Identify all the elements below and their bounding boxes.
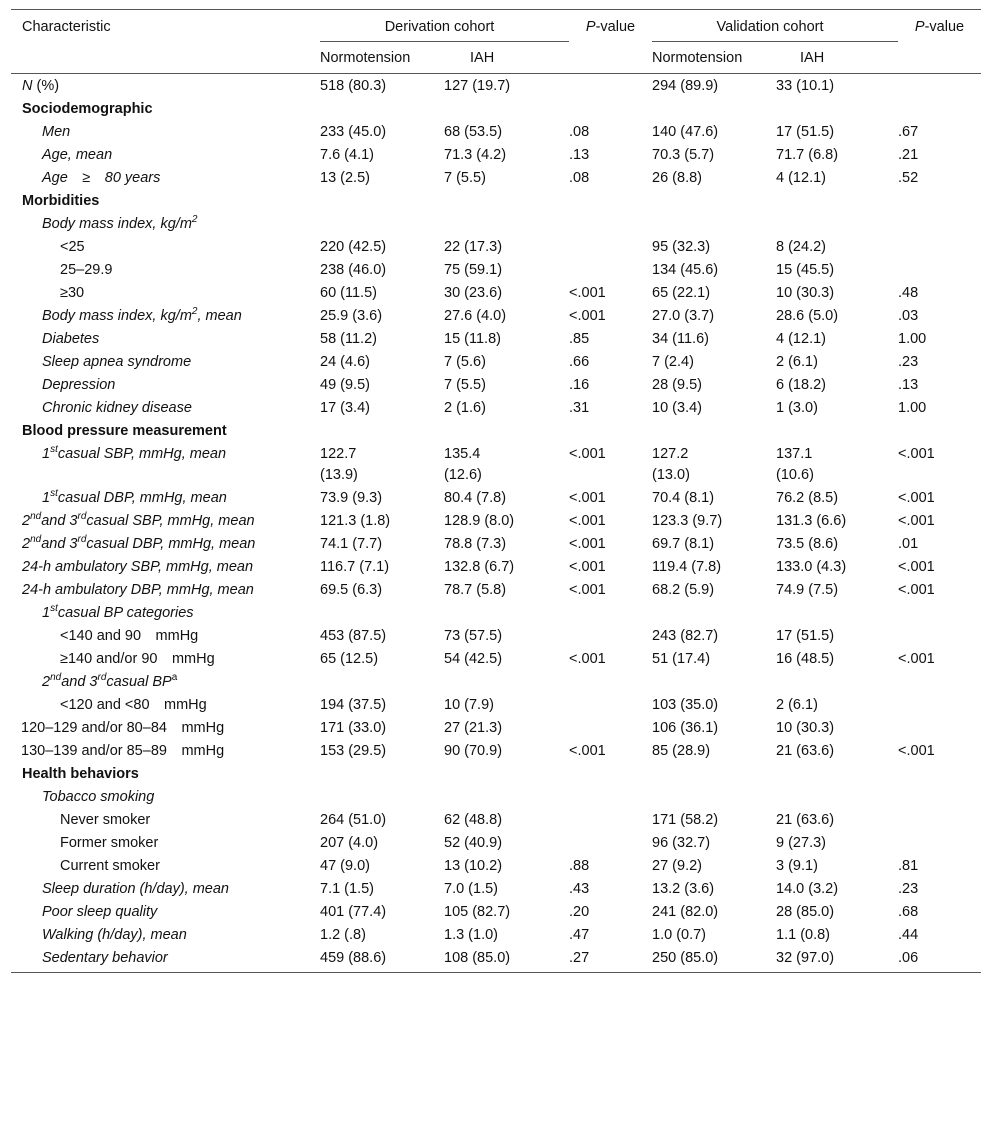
validation-iah-cell: 21 (63.6) — [776, 743, 835, 759]
validation-iah-cell: 1.1 (0.8) — [776, 927, 831, 943]
derivation-iah-cell: 62 (48.8) — [444, 812, 503, 828]
validation-normotension-cell: 1.0 (0.7) — [652, 927, 707, 943]
row-label: Poor sleep quality — [42, 904, 158, 920]
validation-normotension-header: Normotension — [652, 50, 743, 66]
derivation-iah-cell: 27.6 (4.0) — [444, 308, 507, 324]
derivation-normotension-cell: 264 (51.0) — [320, 812, 387, 828]
derivation-iah-cell: 52 (40.9) — [444, 835, 503, 851]
validation-normotension-cell: 127.2 (13.0) — [652, 446, 690, 483]
validation-iah-cell: 16 (48.5) — [776, 651, 835, 667]
table-row-dbp23 — [11, 533, 981, 556]
section-blood-pressure — [11, 420, 981, 443]
table-row-sleep-quality — [11, 901, 981, 924]
row-label: Body mass index, $kg/m^2$ — [42, 214, 198, 232]
derivation-normotension-cell: 153 (29.5) — [320, 743, 387, 759]
derivation-pvalue-cell: .20 — [569, 904, 590, 920]
row-label: 1stcasual DBP, mmHg, mean — [42, 488, 227, 506]
validation-iah-cell: 4 (12.1) — [776, 170, 826, 186]
row-label: 2ndand 3rdcasual $BP^a$ — [42, 672, 178, 690]
validation-normotension-cell: 241 (82.0) — [652, 904, 719, 920]
validation-normotension-cell: 26 (8.8) — [652, 170, 702, 186]
validation-pvalue-cell: .52 — [898, 170, 919, 186]
validation-pvalue-cell — [898, 809, 981, 832]
derivation-pvalue-cell: .66 — [569, 354, 590, 370]
derivation-normotension-cell: 401 (77.4) — [320, 904, 387, 920]
row-label: Former smoker — [60, 835, 159, 851]
validation-pvalue-cell: <.001 — [898, 513, 935, 529]
derivation-normotension-cell: 74.1 (7.7) — [320, 536, 383, 552]
validation-normotension-cell: 243 (82.7) — [652, 628, 719, 644]
row-label: N (%) — [22, 78, 60, 94]
derivation-normotension-cell: 69.5 (6.3) — [320, 582, 383, 598]
validation-iah-cell: 137.1 (10.6) — [776, 446, 814, 483]
derivation-iah-cell: 30 (23.6) — [444, 285, 503, 301]
derivation-normotension-cell: 518 (80.3) — [320, 78, 387, 94]
validation-iah-cell: 6 (18.2) — [776, 377, 826, 393]
header-row-1 — [11, 10, 981, 42]
derivation-pvalue-cell: <.001 — [569, 559, 606, 575]
derivation-pvalue-cell: .13 — [569, 147, 590, 163]
validation-iah-cell: 28.6 (5.0) — [776, 308, 839, 324]
derivation-iah-cell: 135.4 (12.6) — [444, 446, 482, 483]
derivation-iah-cell: 73 (57.5) — [444, 628, 503, 644]
table-row-dbp1 — [11, 487, 981, 510]
table-row-bp23-lt120 — [11, 694, 981, 717]
derivation-pvalue-cell — [569, 259, 652, 282]
derivation-pvalue-cell: .88 — [569, 858, 590, 874]
row-label: Diabetes — [42, 331, 100, 347]
derivation-normotension-cell: 47 (9.0) — [320, 858, 370, 874]
row-label: Chronic kidney disease — [42, 400, 192, 416]
table-row-bmi-mean — [11, 305, 981, 328]
derivation-normotension-cell: 7.6 (4.1) — [320, 147, 374, 163]
validation-pvalue-cell: .44 — [898, 927, 919, 943]
validation-iah-cell: 76.2 (8.5) — [776, 490, 839, 506]
row-label: Sedentary behavior — [42, 950, 168, 966]
table-row-age-80 — [11, 167, 981, 190]
derivation-iah-cell: 68 (53.5) — [444, 124, 503, 140]
section-sociodemographic — [11, 98, 981, 121]
derivation-normotension-cell: 24 (4.6) — [320, 354, 370, 370]
derivation-normotension-cell: 116.7 (7.1) — [320, 559, 390, 575]
row-label: 25–29.9 — [60, 262, 113, 278]
validation-normotension-cell: 123.3 (9.7) — [652, 513, 723, 529]
row-label: Men — [42, 124, 71, 140]
derivation-iah-cell: 90 (70.9) — [444, 743, 503, 759]
derivation-iah-cell: 71.3 (4.2) — [444, 147, 507, 163]
derivation-pvalue-cell: .31 — [569, 400, 590, 416]
section-health-behaviors — [11, 763, 981, 786]
derivation-iah-cell: 127 (19.7) — [444, 78, 511, 94]
characteristics-table — [11, 9, 981, 973]
derivation-iah-cell: 7 (5.5) — [444, 377, 486, 393]
derivation-iah-cell: 2 (1.6) — [444, 400, 486, 416]
row-label: Current smoker — [60, 858, 160, 874]
validation-normotension-cell: 140 (47.6) — [652, 124, 719, 140]
row-label: Walking (h/day), mean — [42, 927, 187, 943]
validation-normotension-cell: 95 (32.3) — [652, 239, 711, 255]
derivation-normotension-cell: 49 (9.5) — [320, 377, 370, 393]
section-title: Blood pressure measurement — [22, 423, 227, 439]
derivation-iah-cell: 105 (82.7) — [444, 904, 511, 920]
validation-normotension-cell: 250 (85.0) — [652, 950, 719, 966]
derivation-normotension-cell: 73.9 (9.3) — [320, 490, 383, 506]
table-row-n — [11, 74, 981, 99]
validation-pvalue-cell: .81 — [898, 858, 919, 874]
validation-iah-header: IAH — [800, 50, 825, 66]
validation-pvalue-cell: 1.00 — [898, 400, 927, 416]
row-label: Age, mean — [42, 147, 113, 163]
derivation-normotension-cell: 1.2 (.8) — [320, 927, 366, 943]
table-row-sbp23 — [11, 510, 981, 533]
derivation-normotension-cell: 60 (11.5) — [320, 285, 377, 301]
row-label: 2ndand 3rdcasual SBP, mmHg, mean — [22, 511, 255, 529]
validation-normotension-cell: 51 (17.4) — [652, 651, 711, 667]
validation-iah-cell: 10 (30.3) — [776, 285, 835, 301]
derivation-normotension-cell: 238 (46.0) — [320, 262, 387, 278]
table-row-former-smoker — [11, 832, 981, 855]
validation-pvalue-cell: .68 — [898, 904, 919, 920]
validation-pvalue-cell: .67 — [898, 124, 919, 140]
row-label: <140 and 90 mmHg — [60, 628, 199, 644]
validation-normotension-cell: 27.0 (3.7) — [652, 308, 715, 324]
validation-iah-cell: 9 (27.3) — [776, 835, 826, 851]
row-label: Sleep apnea syndrome — [42, 354, 192, 370]
table-row-bp1-categories — [11, 602, 981, 625]
derivation-iah-cell: 108 (85.0) — [444, 950, 511, 966]
derivation-pvalue-cell: <.001 — [569, 651, 606, 667]
table-row-ckd — [11, 397, 981, 420]
derivation-pvalue-cell — [569, 74, 652, 99]
derivation-iah-cell: 10 (7.9) — [444, 697, 494, 713]
validation-normotension-cell: 85 (28.9) — [652, 743, 711, 759]
derivation-iah-cell: 7 (5.6) — [444, 354, 486, 370]
validation-pvalue-cell — [898, 717, 981, 740]
validation-pvalue-cell: 1.00 — [898, 331, 927, 347]
table-row-depression — [11, 374, 981, 397]
validation-normotension-cell: 10 (3.4) — [652, 400, 702, 416]
derivation-iah-cell: 7 (5.5) — [444, 170, 486, 186]
derivation-iah-cell: 1.3 (1.0) — [444, 927, 498, 943]
derivation-iah-cell: 78.7 (5.8) — [444, 582, 507, 598]
characteristic-header: Characteristic — [22, 19, 111, 35]
validation-pvalue-cell: .01 — [898, 536, 919, 552]
row-label: 24-h ambulatory SBP, mmHg, mean — [22, 559, 254, 575]
validation-pvalue-cell: <.001 — [898, 743, 935, 759]
table-row-current-smoker — [11, 855, 981, 878]
validation-normotension-cell: 134 (45.6) — [652, 262, 719, 278]
validation-normotension-cell: 69.7 (8.1) — [652, 536, 715, 552]
validation-normotension-cell: 7 (2.4) — [652, 354, 694, 370]
validation-iah-cell: 3 (9.1) — [776, 858, 818, 874]
derivation-normotension-cell: 459 (88.6) — [320, 950, 387, 966]
validation-pvalue-cell: <.001 — [898, 559, 935, 575]
derivation-pvalue-cell: .47 — [569, 927, 590, 943]
derivation-pvalue-cell — [569, 809, 652, 832]
derivation-normotension-cell: 122.7 (13.9) — [320, 446, 358, 483]
row-label: 1stcasual SBP, mmHg, mean — [42, 444, 227, 462]
validation-pvalue-cell — [898, 832, 981, 855]
derivation-cohort-header: Derivation cohort — [320, 10, 569, 42]
validation-pvalue-cell: .23 — [898, 354, 919, 370]
derivation-pvalue-cell: <.001 — [569, 285, 606, 301]
table-row-bp1-ge140 — [11, 648, 981, 671]
table-row-walking — [11, 924, 981, 947]
derivation-iah-cell: 15 (11.8) — [444, 331, 501, 347]
table-row-bmi-25 — [11, 259, 981, 282]
derivation-normotension-cell: 194 (37.5) — [320, 697, 387, 713]
validation-pvalue-header: P-value — [914, 19, 965, 35]
validation-iah-cell: 4 (12.1) — [776, 331, 826, 347]
row-label: Age ≥ 80 years — [42, 170, 161, 186]
validation-pvalue-cell: <.001 — [898, 490, 935, 506]
validation-iah-cell: 2 (6.1) — [776, 354, 818, 370]
row-label: Tobacco smoking — [42, 789, 155, 805]
validation-normotension-cell: 106 (36.1) — [652, 720, 719, 736]
derivation-normotension-cell: 171 (33.0) — [320, 720, 387, 736]
validation-iah-cell: 14.0 (3.2) — [776, 881, 839, 897]
validation-pvalue-cell: .06 — [898, 950, 919, 966]
validation-pvalue-cell: .48 — [898, 285, 919, 301]
validation-iah-cell: 15 (45.5) — [776, 262, 835, 278]
validation-pvalue-cell: <.001 — [898, 582, 935, 598]
derivation-pvalue-cell: .08 — [569, 124, 590, 140]
validation-normotension-cell: 103 (35.0) — [652, 697, 719, 713]
section-morbidities — [11, 190, 981, 213]
derivation-pvalue-cell: <.001 — [569, 490, 606, 506]
table-row-amb-sbp — [11, 556, 981, 579]
table-row-diabetes — [11, 328, 981, 351]
derivation-pvalue-cell: <.001 — [569, 743, 606, 759]
row-label: Never smoker — [60, 812, 151, 828]
derivation-normotension-cell: 220 (42.5) — [320, 239, 387, 255]
validation-iah-cell: 17 (51.5) — [776, 124, 835, 140]
validation-iah-cell: 17 (51.5) — [776, 628, 835, 644]
derivation-iah-cell: 128.9 (8.0) — [444, 513, 515, 529]
derivation-iah-cell: 27 (21.3) — [444, 720, 503, 736]
derivation-pvalue-cell: <.001 — [569, 582, 606, 598]
row-label: <25 — [60, 239, 85, 255]
validation-normotension-cell: 119.4 (7.8) — [652, 559, 722, 575]
derivation-pvalue-cell — [569, 236, 652, 259]
validation-normotension-cell: 68.2 (5.9) — [652, 582, 715, 598]
row-label: ≥30 — [60, 285, 85, 301]
derivation-iah-cell: 75 (59.1) — [444, 262, 503, 278]
table-row-sbp1 — [11, 443, 981, 487]
table-row-never-smoker — [11, 809, 981, 832]
validation-cohort-header: Validation cohort — [652, 10, 898, 42]
validation-pvalue-cell — [898, 259, 981, 282]
derivation-pvalue-cell: .08 — [569, 170, 590, 186]
validation-iah-cell: 74.9 (7.5) — [776, 582, 839, 598]
table-row-bmi-30 — [11, 282, 981, 305]
derivation-pvalue-cell: .16 — [569, 377, 590, 393]
validation-normotension-cell: 13.2 (3.6) — [652, 881, 715, 897]
table-row-sleep-duration — [11, 878, 981, 901]
validation-normotension-cell: 96 (32.7) — [652, 835, 711, 851]
validation-normotension-cell: 294 (89.9) — [652, 78, 719, 94]
validation-pvalue-cell: .21 — [898, 147, 919, 163]
derivation-normotension-cell: 17 (3.4) — [320, 400, 370, 416]
row-label: <120 and <80 mmHg — [60, 697, 207, 713]
table-row-sedentary — [11, 947, 981, 973]
validation-normotension-cell: 65 (22.1) — [652, 285, 711, 301]
derivation-pvalue-cell: <.001 — [569, 446, 606, 462]
validation-normotension-cell: 70.4 (8.1) — [652, 490, 715, 506]
section-title: Sociodemographic — [22, 101, 153, 117]
validation-iah-cell: 133.0 (4.3) — [776, 559, 847, 575]
table-row-bp1-lt140 — [11, 625, 981, 648]
table-row-bp23-130 — [11, 740, 981, 763]
table-row-bmi-lt25 — [11, 236, 981, 259]
derivation-iah-cell: 132.8 (6.7) — [444, 559, 515, 575]
table-row-bp23-categories — [11, 671, 981, 694]
validation-normotension-cell: 28 (9.5) — [652, 377, 702, 393]
validation-iah-cell: 32 (97.0) — [776, 950, 835, 966]
derivation-pvalue-cell: .43 — [569, 881, 590, 897]
validation-pvalue-cell: <.001 — [898, 651, 935, 667]
validation-iah-cell: 21 (63.6) — [776, 812, 835, 828]
derivation-normotension-cell: 207 (4.0) — [320, 835, 379, 851]
table-row-amb-dbp — [11, 579, 981, 602]
row-label: 2ndand 3rdcasual DBP, mmHg, mean — [22, 534, 256, 552]
derivation-pvalue-cell — [569, 717, 652, 740]
validation-pvalue-cell — [898, 625, 981, 648]
table-row-bmi-header — [11, 213, 981, 236]
row-label: 24-h ambulatory DBP, mmHg, mean — [22, 582, 254, 598]
derivation-iah-cell: 7.0 (1.5) — [444, 881, 498, 897]
derivation-pvalue-header: P-value — [585, 19, 636, 35]
derivation-pvalue-cell: <.001 — [569, 536, 606, 552]
derivation-normotension-cell: 65 (12.5) — [320, 651, 379, 667]
derivation-normotension-cell: 7.1 (1.5) — [320, 881, 374, 897]
derivation-normotension-cell: 121.3 (1.8) — [320, 513, 391, 529]
derivation-pvalue-cell: <.001 — [569, 513, 606, 529]
derivation-iah-header: IAH — [470, 50, 495, 66]
validation-normotension-cell: 34 (11.6) — [652, 331, 709, 347]
derivation-pvalue-cell: .85 — [569, 331, 590, 347]
derivation-normotension-cell: 58 (11.2) — [320, 331, 377, 347]
derivation-iah-cell: 78.8 (7.3) — [444, 536, 507, 552]
validation-pvalue-cell — [898, 694, 981, 717]
characteristics-table-container — [11, 9, 981, 973]
row-label: 130–139 and/or 85–89 mmHg — [21, 743, 225, 759]
derivation-normotension-cell: 13 (2.5) — [320, 170, 370, 186]
derivation-iah-cell: 13 (10.2) — [444, 858, 503, 874]
section-title: Morbidities — [22, 193, 100, 209]
validation-normotension-cell: 70.3 (5.7) — [652, 147, 715, 163]
derivation-normotension-cell: 25.9 (3.6) — [320, 308, 383, 324]
validation-iah-cell: 28 (85.0) — [776, 904, 835, 920]
row-label: Sleep duration (h/day), mean — [42, 881, 229, 897]
validation-normotension-cell: 27 (9.2) — [652, 858, 702, 874]
table-row-age-mean — [11, 144, 981, 167]
derivation-iah-cell: 22 (17.3) — [444, 239, 503, 255]
validation-pvalue-cell: .13 — [898, 377, 919, 393]
row-label: Body mass index, $kg/m^2$, mean — [42, 306, 242, 324]
table-row-tobacco — [11, 786, 981, 809]
derivation-pvalue-cell — [569, 832, 652, 855]
validation-iah-cell: 2 (6.1) — [776, 697, 818, 713]
row-label: 120–129 and/or 80–84 mmHg — [21, 720, 225, 736]
validation-iah-cell: 73.5 (8.6) — [776, 536, 839, 552]
row-label: Depression — [42, 377, 116, 393]
derivation-pvalue-cell: <.001 — [569, 308, 606, 324]
derivation-pvalue-cell — [569, 694, 652, 717]
row-label: 1stcasual BP categories — [42, 603, 194, 621]
validation-pvalue-cell — [898, 74, 981, 99]
validation-pvalue-cell: .03 — [898, 308, 919, 324]
table-row-men — [11, 121, 981, 144]
derivation-normotension-cell: 233 (45.0) — [320, 124, 387, 140]
derivation-pvalue-cell: .27 — [569, 950, 590, 966]
validation-normotension-cell: 171 (58.2) — [652, 812, 719, 828]
validation-iah-cell: 33 (10.1) — [776, 78, 835, 94]
validation-iah-cell: 10 (30.3) — [776, 720, 835, 736]
validation-iah-cell: 131.3 (6.6) — [776, 513, 847, 529]
derivation-iah-cell: 80.4 (7.8) — [444, 490, 507, 506]
derivation-iah-cell: 54 (42.5) — [444, 651, 503, 667]
table-row-bp23-120 — [11, 717, 981, 740]
validation-pvalue-cell: .23 — [898, 881, 919, 897]
row-label: ≥140 and/or 90 mmHg — [60, 651, 215, 667]
section-title: Health behaviors — [22, 766, 139, 782]
derivation-pvalue-cell — [569, 625, 652, 648]
validation-pvalue-cell — [898, 236, 981, 259]
validation-pvalue-cell: <.001 — [898, 446, 935, 462]
validation-iah-cell: 1 (3.0) — [776, 400, 818, 416]
derivation-normotension-header: Normotension — [320, 50, 411, 66]
validation-iah-cell: 71.7 (6.8) — [776, 147, 839, 163]
table-row-sleep-apnea — [11, 351, 981, 374]
validation-iah-cell: 8 (24.2) — [776, 239, 826, 255]
derivation-normotension-cell: 453 (87.5) — [320, 628, 387, 644]
